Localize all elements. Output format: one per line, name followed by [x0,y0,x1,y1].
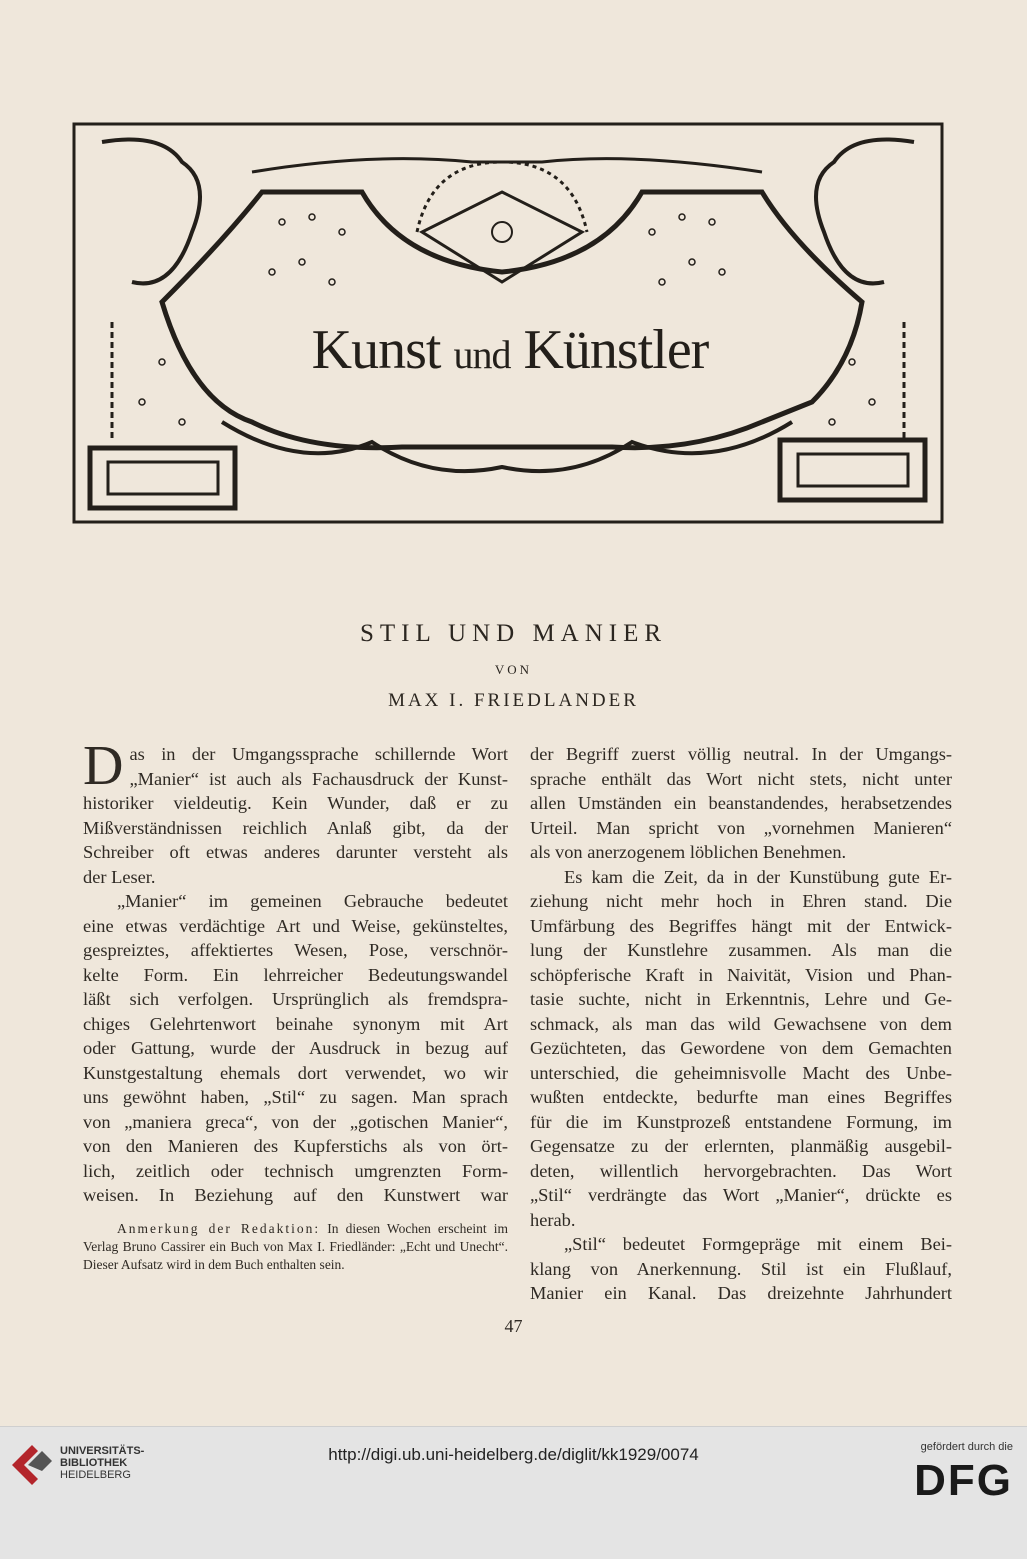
text-line: Schreiber oft etwas anderes darunter versteht als [83,842,508,862]
paragraph-5 [530,1232,952,1306]
text-line: von „maniera greca“, von der „gotischen Manier“, [83,1111,508,1132]
text-line: chiges Gelehrtenwort beinahe synonym mit Art [83,1013,508,1034]
text-line: allen Umständen ein beanstandendes, herabsetzendes [530,793,952,813]
masthead-title-und: und [453,332,511,377]
text-line: von den Manieren des Kupferstichs als von ört- [83,1136,508,1156]
text-line: eine etwas verdächtige Art und Weise, gekünsteltes, [83,915,508,936]
dfg-logo[interactable]: DFG [914,1456,1013,1505]
permalink-url[interactable]: http://digi.ub.uni-heidelberg.de/diglit/kk1929/0074 [328,1445,699,1464]
masthead-title [260,319,760,381]
digital-library-footer [0,1426,1027,1559]
footnote-text: In diesen Wochen erscheint im Verlag Bruno Cassirer ein Buch von Max I. Friedländer: „Echt und Unecht“. Dieser Aufsatz wird in dem Buch enthalten sein. [83,1220,508,1272]
text-line: schmack, als man das wild Gewachsene von dem [530,1013,952,1034]
text-line: ziehung nicht mehr hoch in Ehren stand. Die [530,891,952,911]
text-line: wußten entdeckte, bedurfte man eines Begriffes [530,1087,952,1107]
text-line: tasie suchte, nicht in Erkenntnis, Lehre und Ge- [530,989,952,1009]
paragraph-2 [83,889,508,1208]
text-line: kelte Form. Ein lehrreicher Bedeutungswandel [83,964,508,985]
text-line: „Stil“ bedeutet Formgepräge mit einem Bei- [564,1234,952,1254]
page-number: 47 [504,1316,523,1336]
text-line: Kunstgestaltung ehemals dort verwendet, wo wir [83,1062,508,1083]
text-line: unterschied, die geheimnisvolle Macht des Unbe- [530,1062,952,1083]
footnote [83,1220,508,1274]
article-byline: VON [494,662,533,677]
text-line: Es kam die Zeit, da in der Kunstübung gute Er- [564,866,952,887]
text-line: „Manier“ im gemeinen Gebrauche bedeutet [117,891,508,911]
text-line: Gezüchteten, das Gewordene von dem Gemachten [530,1038,952,1058]
text-line: lung der Kunstlehre zusammen. Als man die [530,940,952,960]
text-column-left [83,735,508,1274]
text-line: Urteil. Man spricht von „vornehmen Manieren“ [530,817,952,838]
text-line: gespreiztes, affektiertes Wesen, Pose, verschnör- [83,940,508,960]
text-line: herab. [530,1209,576,1230]
masthead-title-kunst: Kunst [311,319,454,381]
paragraph-4 [530,865,952,1233]
text-line: uns gewöhnt haben, „Stil“ zu sagen. Man sprach [83,1087,508,1107]
text-line: sprache enthält das Wort nicht stets, nicht unter [530,768,952,789]
text-line: Manier ein Kanal. Das dreizehnte Jahrhundert [530,1283,952,1303]
text-line: lich, zeitlich oder technisch umgrenzten Form- [83,1160,508,1181]
text-line: der Begriff zuerst völlig neutral. In der Umgangs- [530,744,952,764]
masthead-title-kuenstler: Künstler [510,319,709,381]
text-line: Umfärbung des Begriffes hängt mit der Entwick- [530,915,952,936]
text-line: schöpferische Kraft in Naivität, Vision und Phan- [530,964,952,985]
text-line: läßt sich verfolgen. Ursprünglich als fremdspra- [83,989,508,1009]
text-line: historiker vieldeutig. Kein Wunder, daß er zu [83,793,508,813]
footnote-label: Anmerkung der Redaktion: [117,1220,321,1236]
text-line: deten, willentlich hervorgebrachten. Das Wort [530,1160,952,1181]
text-line: für die im Kunstprozeß entstandene Formung, im [530,1111,952,1132]
text-line: der Leser. [83,866,156,887]
decorative-header-banner [72,122,944,524]
sponsor-text: gefördert durch die [920,1441,1013,1453]
text-line: oder Gattung, wurde der Ausdruck in bezug auf [83,1038,508,1058]
text-line: as in der Umgangssprache schillernde Wort [129,744,508,764]
text-line: weisen. In Beziehung auf den Kunstwert war [83,1185,508,1205]
paragraph-1 [83,735,508,889]
article-title: STIL UND MANIER [359,620,668,647]
article-author: MAX I. FRIEDLANDER [388,690,639,711]
institution-line: UNIVERSITÄTS- [60,1445,145,1457]
paragraph-3 [530,742,952,865]
text-line: als von anerzogenem löblichen Benehmen. [530,842,847,862]
text-line: „Manier“ ist auch als Fachausdruck der Kunst- [129,768,508,789]
institution-line: BIBLIOTHEK [60,1457,128,1469]
text-line: klang von Anerkennung. Stil ist ein Flußlauf, [530,1258,952,1279]
text-line: Gegensatze zu der erlernten, planmäßig ausgebil- [530,1136,952,1156]
dropcap: D [83,735,124,797]
text-line: „Stil“ verdrängte das Wort „Manier“, drückte es [530,1185,952,1205]
text-line: Mißverständnissen reichlich Anlaß gibt, da der [83,817,508,838]
text-column-right [530,742,952,1306]
institution-line: HEIDELBERG [60,1469,131,1481]
